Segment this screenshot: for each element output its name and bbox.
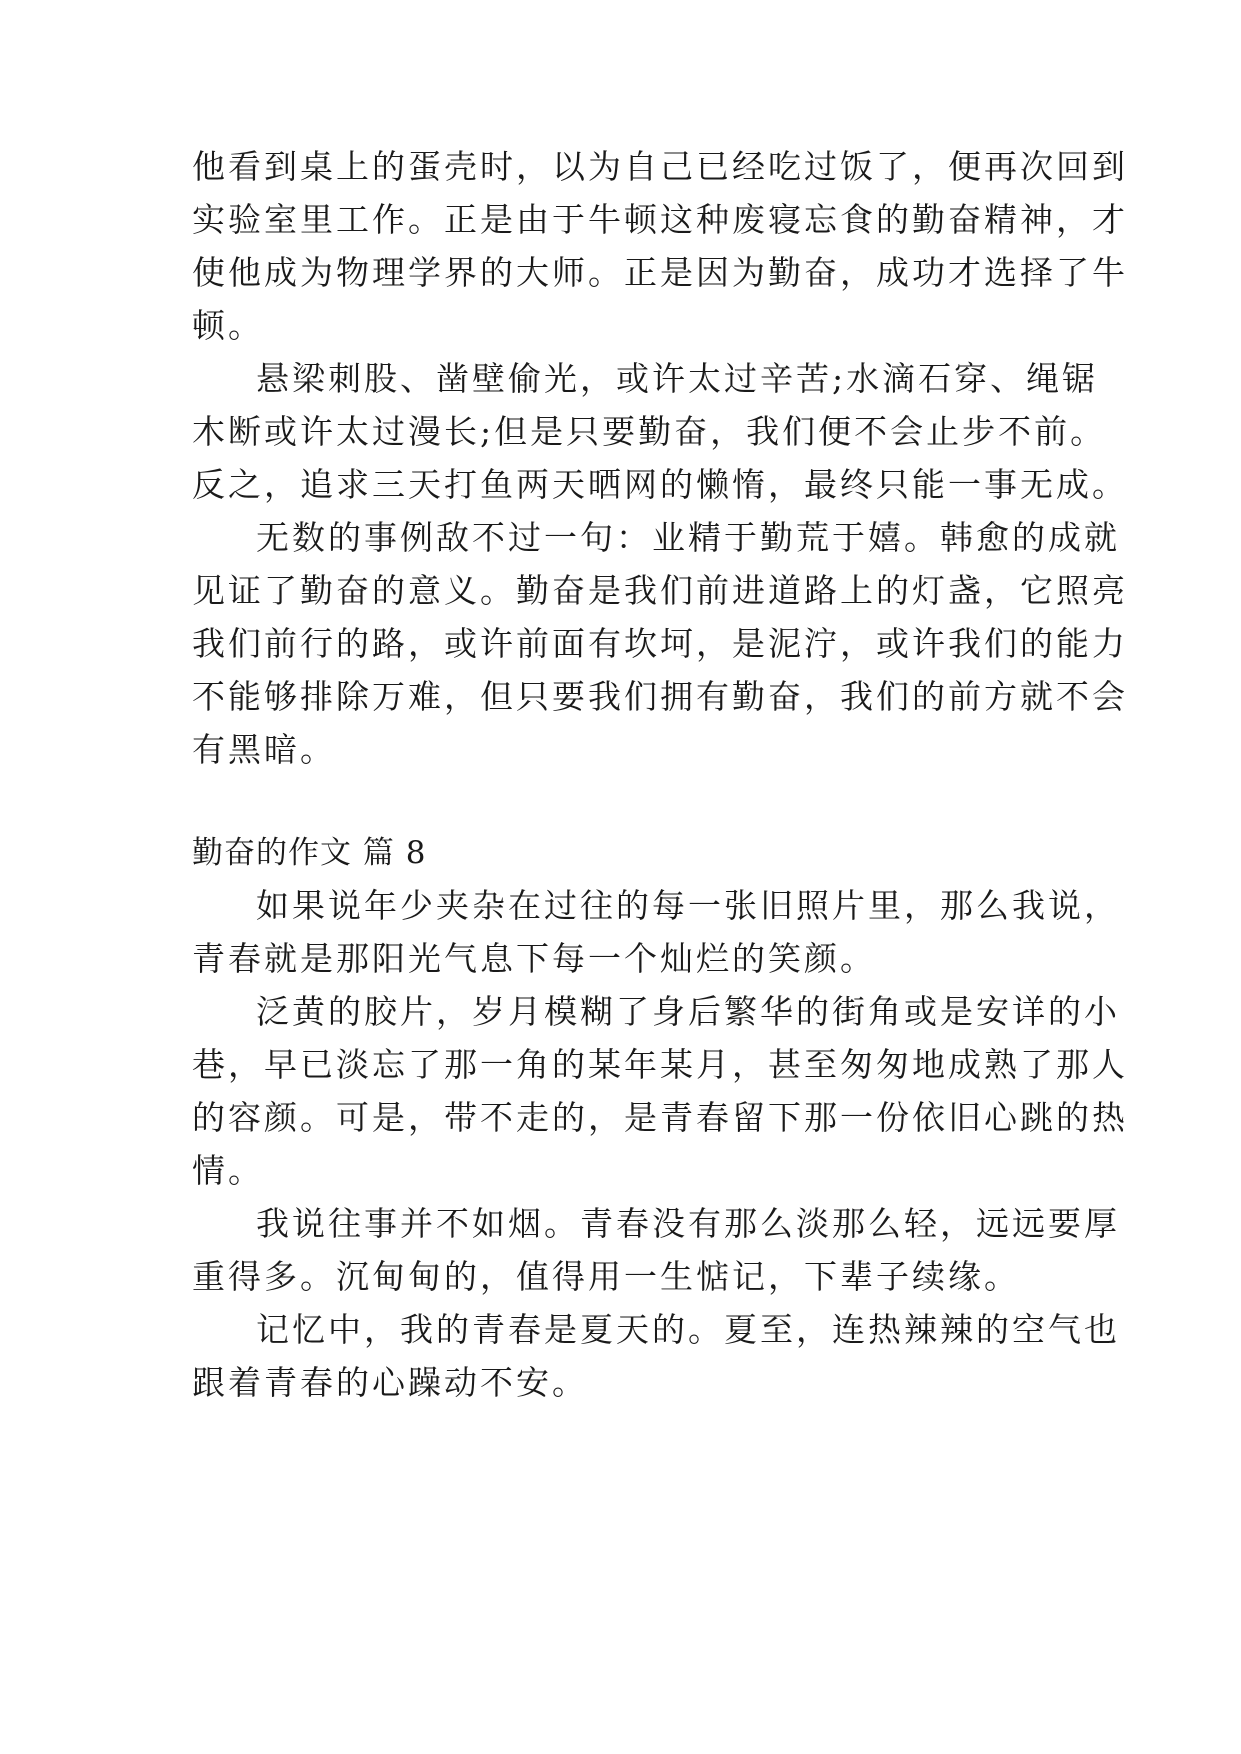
paragraph-line: 无数的事例敌不过一句：业精于勤荒于嬉。韩愈的成就 [256, 518, 1120, 557]
paragraph-line: 情。 [192, 1151, 264, 1190]
paragraph-line: 使他成为物理学界的大师。正是因为勤奋，成功才选择了牛 [192, 253, 1128, 292]
paragraph-line: 记忆中，我的青春是夏天的。夏至，连热辣辣的空气也 [256, 1310, 1120, 1349]
paragraph-line: 我说往事并不如烟。青春没有那么淡那么轻，远远要厚 [256, 1204, 1120, 1243]
paragraph-line: 实验室里工作。正是由于牛顿这种废寝忘食的勤奋精神，才 [192, 200, 1128, 239]
paragraph-line: 顿。 [192, 306, 264, 345]
paragraph-line: 青春就是那阳光气息下每一个灿烂的笑颜。 [192, 939, 876, 978]
paragraph-line: 跟着青春的心躁动不安。 [192, 1363, 588, 1402]
paragraph-line: 我们前行的路，或许前面有坎坷，是泥泞，或许我们的能力 [192, 624, 1128, 663]
paragraph-line: 反之，追求三天打鱼两天晒网的懒惰，最终只能一事无成。 [192, 465, 1128, 504]
paragraph-line: 巷，早已淡忘了那一角的某年某月，甚至匆匆地成熟了那人 [192, 1045, 1128, 1084]
section-heading: 勤奋的作文 篇 8 [192, 835, 427, 871]
paragraph-line: 悬梁刺股、凿壁偷光，或许太过辛苦;水滴石穿、绳锯 [256, 359, 1099, 398]
paragraph-line: 如果说年少夹杂在过往的每一张旧照片里，那么我说， [256, 886, 1120, 925]
paragraph-line: 泛黄的胶片，岁月模糊了身后繁华的街角或是安详的小 [256, 992, 1120, 1031]
paragraph-line: 木断或许太过漫长;但是只要勤奋，我们便不会止步不前。 [192, 412, 1107, 451]
paragraph-line: 重得多。沉甸甸的，值得用一生惦记，下辈子续缘。 [192, 1257, 1020, 1296]
paragraph-line: 见证了勤奋的意义。勤奋是我们前进道路上的灯盏，它照亮 [192, 571, 1128, 610]
paragraph-line: 他看到桌上的蛋壳时，以为自己已经吃过饭了，便再次回到 [192, 147, 1128, 186]
paragraph-line: 不能够排除万难，但只要我们拥有勤奋，我们的前方就不会 [192, 677, 1128, 716]
paragraph-line: 有黑暗。 [192, 730, 336, 769]
paragraph-line: 的容颜。可是，带不走的，是青春留下那一份依旧心跳的热 [192, 1098, 1128, 1137]
